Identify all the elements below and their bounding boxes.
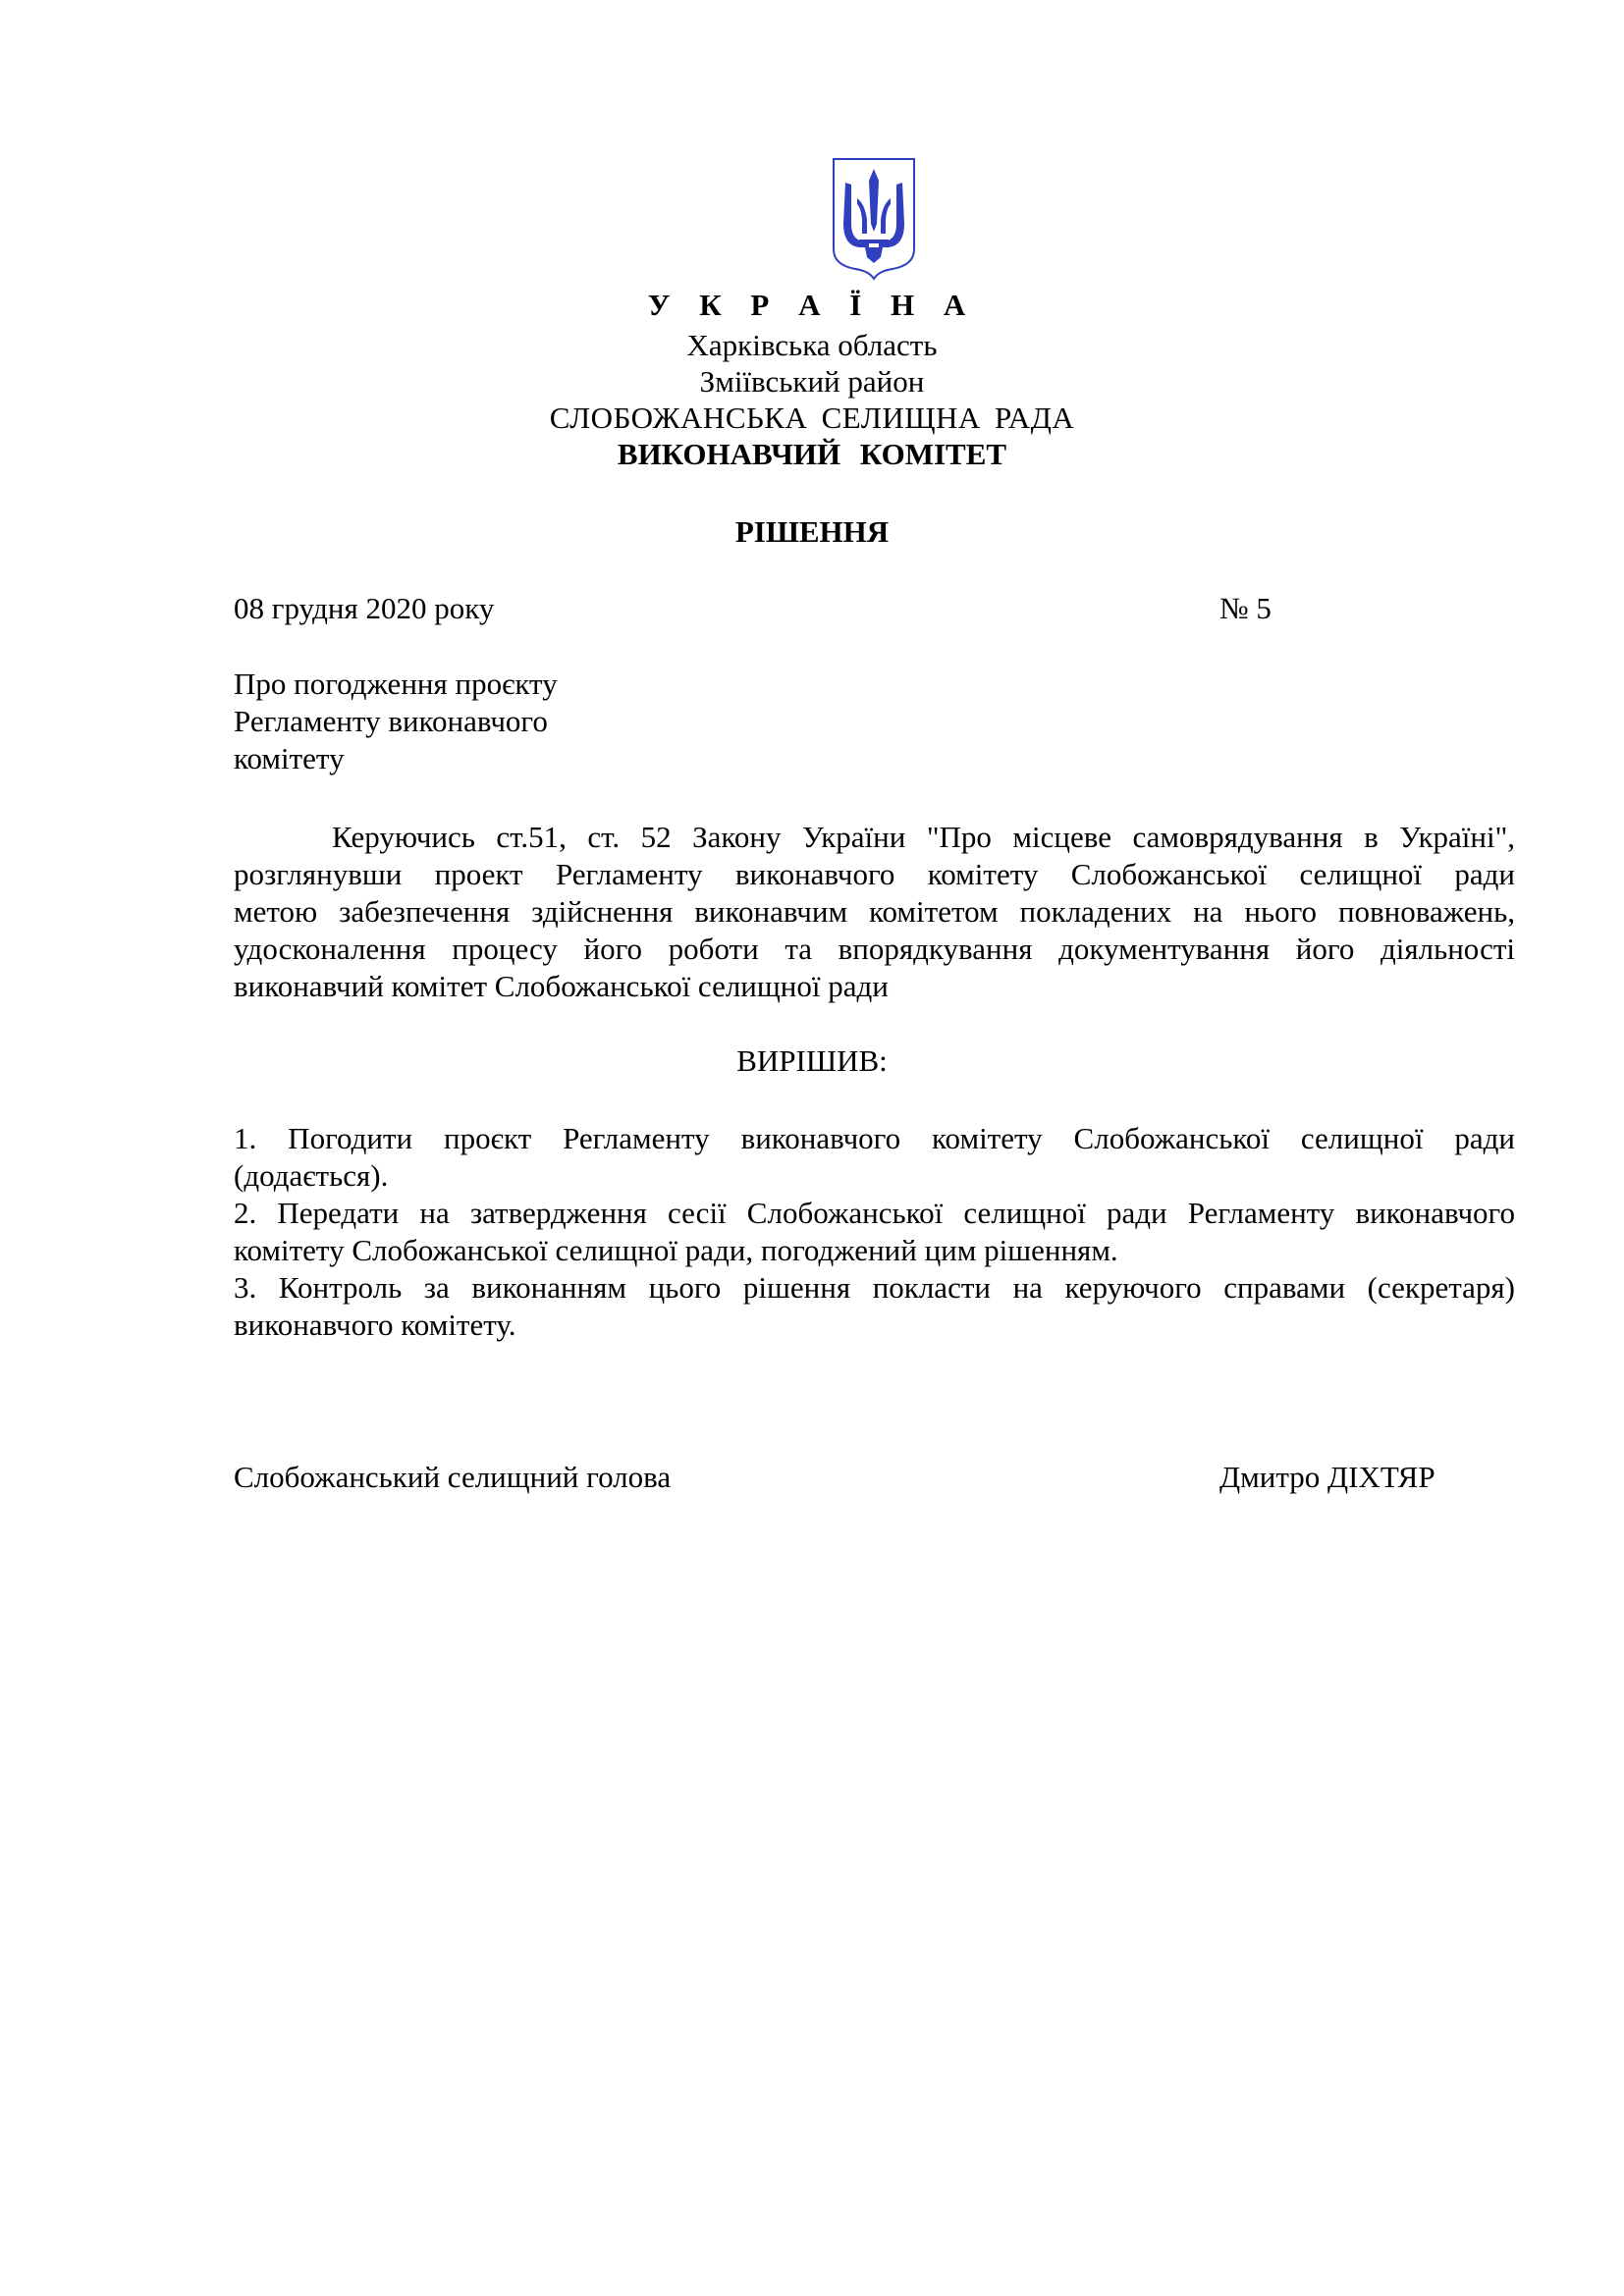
subject-line: Про погодження проєкту: [234, 667, 558, 701]
trident-coat-of-arms-icon: [830, 155, 918, 281]
decision-points: [234, 1120, 1515, 1344]
decision-number: № 5: [1219, 591, 1272, 625]
subject-line: комітету: [234, 741, 345, 775]
resolved-heading: ВИРІШИВ:: [736, 1043, 888, 1078]
point-line: комітету Слобожанської селищної ради, погоджений цим рішенням.: [234, 1233, 1118, 1267]
preamble-line: Керуючись ст.51, ст. 52 Закону України "Про місцеве самоврядування в Україні",: [332, 820, 1515, 854]
country-name: У К Р А Ї Н А: [647, 288, 977, 322]
point-line: 2. Передати на затвердження сесії Слобожанської селищної ради Регламенту виконавчого: [234, 1196, 1515, 1230]
preamble-line: удосконалення процесу його роботи та впорядкування документування його діяльності: [234, 932, 1515, 966]
preamble-line: виконавчий комітет Слобожанської селищної ради: [234, 969, 889, 1003]
point-line: 3. Контроль за виконанням цього рішення покласти на керуючого справами (секретаря): [234, 1270, 1515, 1305]
subject-line: Регламенту виконавчого: [234, 704, 548, 738]
point-line: виконавчого комітету.: [234, 1308, 516, 1342]
committee-name: ВИКОНАВЧИЙ КОМІТЕТ: [617, 437, 1007, 471]
raion-name: Зміївський район: [699, 364, 925, 399]
council-name: СЛОБОЖАНСЬКА СЕЛИЩНА РАДА: [549, 400, 1075, 435]
preamble-line: метою забезпечення здійснення виконавчим комітетом покладених на нього повноважень,: [234, 894, 1515, 929]
decision-title: РІШЕННЯ: [734, 514, 890, 549]
signatory-name: Дмитро ДІХТЯР: [1219, 1460, 1435, 1494]
preamble-paragraph: [234, 819, 1515, 1005]
decision-date: 08 грудня 2020 року: [234, 591, 495, 625]
oblast-name: Харківська область: [686, 328, 938, 362]
decision-subject: [234, 666, 558, 777]
point-line: (додається).: [234, 1158, 389, 1193]
preamble-line: розглянувши проект Регламенту виконавчого комітету Слобожанської селищної ради: [234, 857, 1515, 891]
signatory-title: Слобожанський селищний голова: [234, 1460, 672, 1494]
point-line: 1. Погодити проєкт Регламенту виконавчого комітету Слобожанської селищної ради: [234, 1121, 1515, 1155]
